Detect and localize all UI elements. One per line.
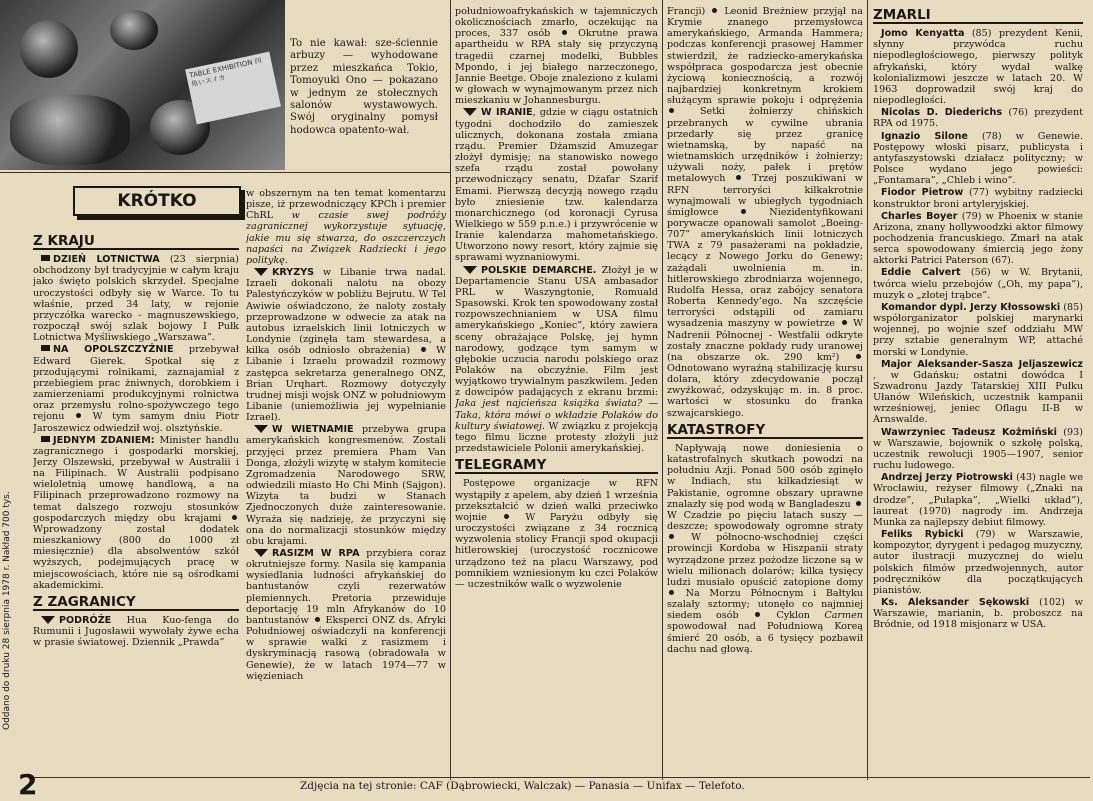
obituary-entry — [873, 107, 1083, 129]
zmarli-header: ZMARLI — [873, 8, 1083, 24]
article-kryzys: KRYZYS w Libanie trwa nadal. Izraeli dokonali nalotu na obozy Palestyńczyków w pobliżu Bejrutu. W Tel Awiwie oświadczono, że naloty zostały przeprowadzone w odwecie za atak na autobus izraelskich linii lotniczych w Londynie (zginęła tam stewardesa, a kilka osób odniosło obrażenia) W Libanie i Izraelu prowadził rozmowy zastępca sekretarza generalnego ONZ, Brian Urqhart. Rozmowy dotyczyły trudnej misji wojsk ONZ w południowym Libanie (uniemożliwia jej wypełnianie Izrael). — [246, 267, 446, 424]
watermelon-photo — [0, 0, 285, 170]
obituary-name: Ignazio Silone — [881, 130, 968, 142]
column-3 — [455, 6, 658, 776]
obituary-name: Komandor dypl. Jerzy Kłossowski — [881, 301, 1061, 313]
column-5 — [873, 4, 1083, 776]
obituary-text: (79) w Phoenix w stanie Arizona, znany hollywoodzki aktor filmowy pochodzenia francuskiego. Zmarł na atak serca spowodowany śmiercią jego żony aktorki Patrici Paterson (67). — [873, 210, 1083, 267]
obituary-text: , w Gdańsku; ostatni dowódca I Szwadronu Jazdy Tatarskiej XIII Pułku Ułanów Wileńskich, uczestnik kampanii wrześniowej, jeniec Oflagu II-B w Arnswalde. — [873, 369, 1083, 426]
exhibition-sign: TABLE EXHIBITION 四角いスイカ — [185, 52, 281, 125]
article-opolszczyzna: NA OPOLSZCZYŹNIE przebywał Edward Gierek. Spotkał się z przodującymi rolnikami, zaznajamiał z przebiegiem prac żniwnych, dorobkiem i zamierzeniami produkcyjnymi rolnictwa oraz przemysłu rolno-spożywczego tego rejonu W tym samym dniu Piotr Jaroszewicz odwiedził woj. olsztyńskie. — [33, 344, 239, 434]
obituary-entry — [873, 267, 1083, 300]
obituary-entry — [873, 187, 1083, 209]
column-2 — [246, 188, 446, 773]
article-telegramy-cont: Francji) Leonid Breżniew przyjął na Krymie znanego przemysłowca amerykańskiego, Armanda Hammera; podczas konferencji prasowej Hammer stwierdził, że radziecko-amerykańska współpraca gospodarcza jest obecnie życiową koniecznością, a rozwój najbardziej konkretnym krokiem służącym sprawie pokoju i odprężenia Setki żołnierzy chińskich przebranych w cywilne ubrania przedarły się przez granicę wietnamską, by napaść na wietnamskich urzędników i żołnierzy; używali noży, pałek i prętów metalowych Trzej poszukiwani w RFN terroryści kilkakrotnie wynajmowali w ubiegłych tygodniach śmigłowce Niezidentyfikowani porywacze opanowali samolot „Boeing-707” amerykańskich linii lotniczych TWA z 79 pasażerami na pokładzie, lecący z Nowego Jorku do Genewy; zażądali uwolnienia m. in. hitlerowskiego zbrodniarza wojennego, Rudolfa Hessa, oraz zabójcy senatora Roberta Kennedy’ego. Na szczęście terroryści odstąpili od zamiaru wysadzenia maszyny w powietrze W Nadrenii Północnej - Westfalii odkryte zostały znaczne pokłady rudy uranowej (na obszarze ok. 290 km²) Odnotowano wyraźną stabilizację kursu dolara, który zdecydowanie począł zwyżkować, odzyskując m. in. 8 proc. wartości w stosunku do franka szwajcarskiego. — [667, 6, 863, 419]
obituary-name: Major Aleksander-Sasza Jeljaszewicz — [881, 358, 1083, 370]
obituary-text: (102) w Warszawie, marianin, b. proboszcz na Bródnie, od 1918 misjonarz w USA. — [873, 596, 1083, 631]
article-hua-cont: w obszernym na ten temat komentarzu pisze, iż przewodniczący KPCh i premier ChRL w czasie swej podróży zagranicznej wykorzystuje sytuację, jakie mu się stwarza, do oszczerczych napaści na Związek Radziecki i jego politykę. — [246, 188, 446, 266]
zmarli-list — [873, 28, 1083, 630]
article-iran: W IRANIE, gdzie w ciągu ostatnich tygodni dochodziło do zamieszek ulicznych, dokonana została zmiana rządu. Premier Dżamszid Amuzegar złożył dymisję; na stanowisko nowego szefa rządu został powołany przewodniczący senatu, Dżafar Szarif Emami. Pierwszą decyzją nowego rządu było zniesienie tzw. kalendarza monarchicznego (od koronacji Cyrusa Wielkiego w 559 p.n.e.) i przywrócenie w Iranie kalendarza mahometańskiego. Utworzono nowy resort, który zajmie się sprawami wyznaniowymi. — [455, 107, 658, 264]
obituary-entry — [873, 28, 1083, 106]
obituary-name: Feliks Rybicki — [881, 529, 964, 541]
column-1 — [33, 230, 239, 775]
obituary-entry — [873, 211, 1083, 267]
obituary-text: (79) w Warszawie, kompozytor, dyrygent i pedagog muzyczny, autor ilustracji muzycznej do wielu polskich filmów przedwojennych, autor podręczników dla początkujących pianistów. — [873, 529, 1083, 596]
obituary-name: Jomo Kenyatta — [881, 28, 965, 40]
article-telegramy: Postępowe organizacje w RFN wystąpiły z apelem, aby dzień 1 września przekształcić w dzień walki przeciwko wojnie W Paryżu odbyły się uroczystości związane z 34 rocznicą wyzwolenia stolicy Francji spod okupacji hitlerowskiej (uroczystość rocznicowe urządzono też na placu Warszawy, pod pomnikiem wzniesionym ku czci Polaków — uczestników walk o wyzwolenie — [455, 478, 658, 590]
obituary-name: Charles Boyer — [881, 210, 958, 222]
obituary-text: (85) prezydent Kenii, słynny przywódca ruchu niepodległościowego, pierwszy polityk afrykański, który wydał walkę kolonializmowi jeszcze w latach 20. W 1963 doprowadził swój kraj do niepodległości. — [873, 28, 1083, 107]
article-podroze: PODRÓŻE Hua Kuo-fenga do Rumunii i Jugosławii wywołały żywe echa w prasie światowej. Dziennik „Prawda” — [33, 615, 239, 649]
article-rpa-cont: południowoafrykańskich w tajemniczych okolicznościach zmarło, oczekując na proces, 337 osób Okrutne prawa apartheidu w RPA stały się przyczyną tragedii czarnej modelki, Bubbles Mpondo, i jej białego narzeczonego, Jannie Beetge. Oboje znaleziono z kulami w głowach w wynajmowanym przez nich mieszkaniu w Johannesburgu. — [455, 6, 658, 107]
obituary-entry — [873, 472, 1083, 528]
article-katastrofy: Napływają nowe doniesienia o katastrofalnych skutkach powodzi na południu Azji. Ponad 500 osób zginęło w Indiach, stu kilkadziesiąt w Pakistanie, ogromne obszary uprawne znalazły się pod wodą w Bangladeszu W Czadzie po pięciu latach suszy — deszcze; spowodowały ogromne straty W północno-wschodniej części prowincji Kordoba w Hiszpanii straty wyrządzone przez pożodze liczone są w wielu milionach dolarów; kilka tysięcy ludzi musiało opuścić zatopione domy Na Morzu Północnym i Bałtyku szalały sztormy; utonęło co najmniej siedem osób Cyklon Carmen spowodował nad Południową Koreą śmierć 20 osób, a 6 tysięcy pozbawił dachu nad głową. — [667, 442, 863, 655]
obituary-text: (93) w Warszawie, bojownik o szkołę polską, uczestnik rewolucji 1905—1907, senior ruchu ludowego. — [873, 426, 1083, 472]
obituary-text: (43) nagle we Wrocławiu, reżyser filmowy („Znaki na drodze”, „Pułapka”, „Wielki układ”), laureat (1970) nagrody im. Andrzeja Munka za najlepszy debiut filmowy. — [873, 472, 1083, 528]
article-demarche: POLSKIE DEMARCHE. Złożył je w Departamencie Stanu USA ambasador PRL w Waszyngtonie, Romuald Spasowski. Krok ten spowodowany został rozpowszechnianiem w USA filmu amerykańskiego „Koniec”, który zawiera sceny obrażające Polskę, jej hymn narodowy, godzące tym samym w głębokie uczucia narodu polskiego oraz Polaków na obczyźnie. Film jest wyjątkowo trywialnym paszkwilem. Jeden z dowcipów padających z ekranu brzmi: Jaka jest najcieńsza książka świata? — Taka, która mówi o wkładzie Polaków do kultury światowej. W związku z projekcją tego filmu liczne protesty złożyli już przedstawiciele Polonii amerykańskiej. — [455, 264, 658, 455]
print-note: Oddano do druku 28 sierpnia 1978 r. Nakład 700 tys. — [2, 491, 12, 730]
obituary-text: (76) prezydent RPA od 1975. — [873, 107, 1083, 130]
photo-credits: Zdjęcia na tej stronie: CAF (Dąbrowiecki, Walczak) — Panasia — Unifax — Telefoto. — [300, 780, 745, 792]
obituary-name: Ks. Aleksander Sękowski — [881, 596, 1030, 608]
article-dzien-lotnictwa: DZIEŃ LOTNICTWA (23 sierpnia) obchodzony był tradycyjnie w całym kraju jako święto polskich skrzydeł. Specjalne uroczystości odbyły się w Warce. To tu właśnie, przed 34 laty, w rejonie przyczółka warecko - magnuszewskiego, rozpoczął swój szlak bojowy I Pułk Lotnictwa Myśliwskiego „Warszawa”. — [33, 254, 239, 344]
obituary-entry — [873, 597, 1083, 630]
obituary-text: (78) w Genewie. Postępowy włoski pisarz, publicysta i antyfaszystowski działacz polityczny; w Polsce wydano jego powieści: „Fontamara”, „Chleb i wino”. — [873, 130, 1083, 187]
column-4 — [667, 6, 863, 776]
article-wietnam: W WIETNAMIE przebywa grupa amerykańskich kongresmenów. Zostali przyjęci przez premiera Pham Van Donga, złożyli wizytę w stałym komitecie Zgromadzenia Narodowego SRW, odwiedzili miasto Ho Chi Minh (Sajgon). Wizyta ta budzi w Stanach Zjednoczonych duże zainteresowanie. Wyraża się nadzieję, że przyczyni się ona do normalizacji stosunków między obu krajami. — [246, 424, 446, 547]
obituary-name: Fiodor Pietrow — [881, 187, 964, 199]
obituary-name: Wawrzyniec Tadeusz Kożmiński — [881, 426, 1057, 438]
obituary-entry — [873, 359, 1083, 426]
obituary-entry — [873, 427, 1083, 472]
telegramy-header: TELEGRAMY — [455, 458, 658, 474]
article-jednym-zdaniem: JEDNYM ZDANIEM: Minister handlu zagranicznego i gospodarki morskiej, Jerzy Olszewski, przebywał w Australii i na Filipinach. W Australii podpisano wieloletnią umowę handlową, a na Filipinach przeprowadzono rozmowy na temat dalszego rozwoju stosunków gospodarczych między obu krajami Wprowadzony został dodatek mieszkaniowy (800 do 1000 zł miesięcznie) dla absolwentów szkół wyższych, podejmujących pracę w miejscowościach, które nie są ośrodkami akademickimi. — [33, 434, 239, 591]
obituary-entry — [873, 131, 1083, 187]
article-rasizm: RASIZM W RPA przybiera coraz okrutniejsze formy. Nasila się kampania wysiedlania ludności afrykańskiej do bantustanów czyli rezerwatów plemiennych. Pretoria przewiduje deportację 19 mln Afrykanów do 10 bantustanów Eksperci ONZ ds. Afryki Południowej oświadczyli na konferencji w sprawie walki z rasizmem i dyskryminacją rasową (obradowała w Genewie), że w latach 1974—77 w więzieniach — [246, 548, 446, 682]
katastrofy-header: KATASTROFY — [667, 423, 863, 439]
page-number: 2 — [18, 768, 38, 801]
obituary-entry — [873, 302, 1083, 358]
obituary-name: Nicolas D. Diederichs — [881, 107, 1003, 119]
photo-caption: To nie kawał: sze-ściennie arbuzy — wyhodowane przez mieszkańca Tokio, Tomoyuki Ono — pokazano w jednym ze stołecznych salonów wystawowych. Swój oryginalny pomysł hodowca opatento-wał. — [290, 38, 438, 136]
z-zagranicy-header: Z ZAGRANICY — [33, 595, 239, 611]
z-kraju-header: Z KRAJU — [33, 234, 239, 250]
obituary-text: (85) współorganizator polskiej marynarki wojennej, po wojnie szef oddziału MW przy sztabie generalnym WP, attaché morski w Londynie. — [873, 301, 1083, 358]
krotko-title: KRÓTKO — [73, 186, 241, 216]
obituary-name: Andrzej Jerzy Piotrowski — [881, 472, 1013, 484]
obituary-text: (77) wybitny radziecki konstruktor broni artyleryjskiej. — [873, 187, 1083, 210]
obituary-name: Eddie Calvert — [881, 267, 961, 279]
obituary-text: (56) w W. Brytanii, twórca wielu przebojów („Oh, my papa”), muzyk o „złotej trąbce”. — [873, 267, 1083, 301]
obituary-entry — [873, 529, 1083, 596]
